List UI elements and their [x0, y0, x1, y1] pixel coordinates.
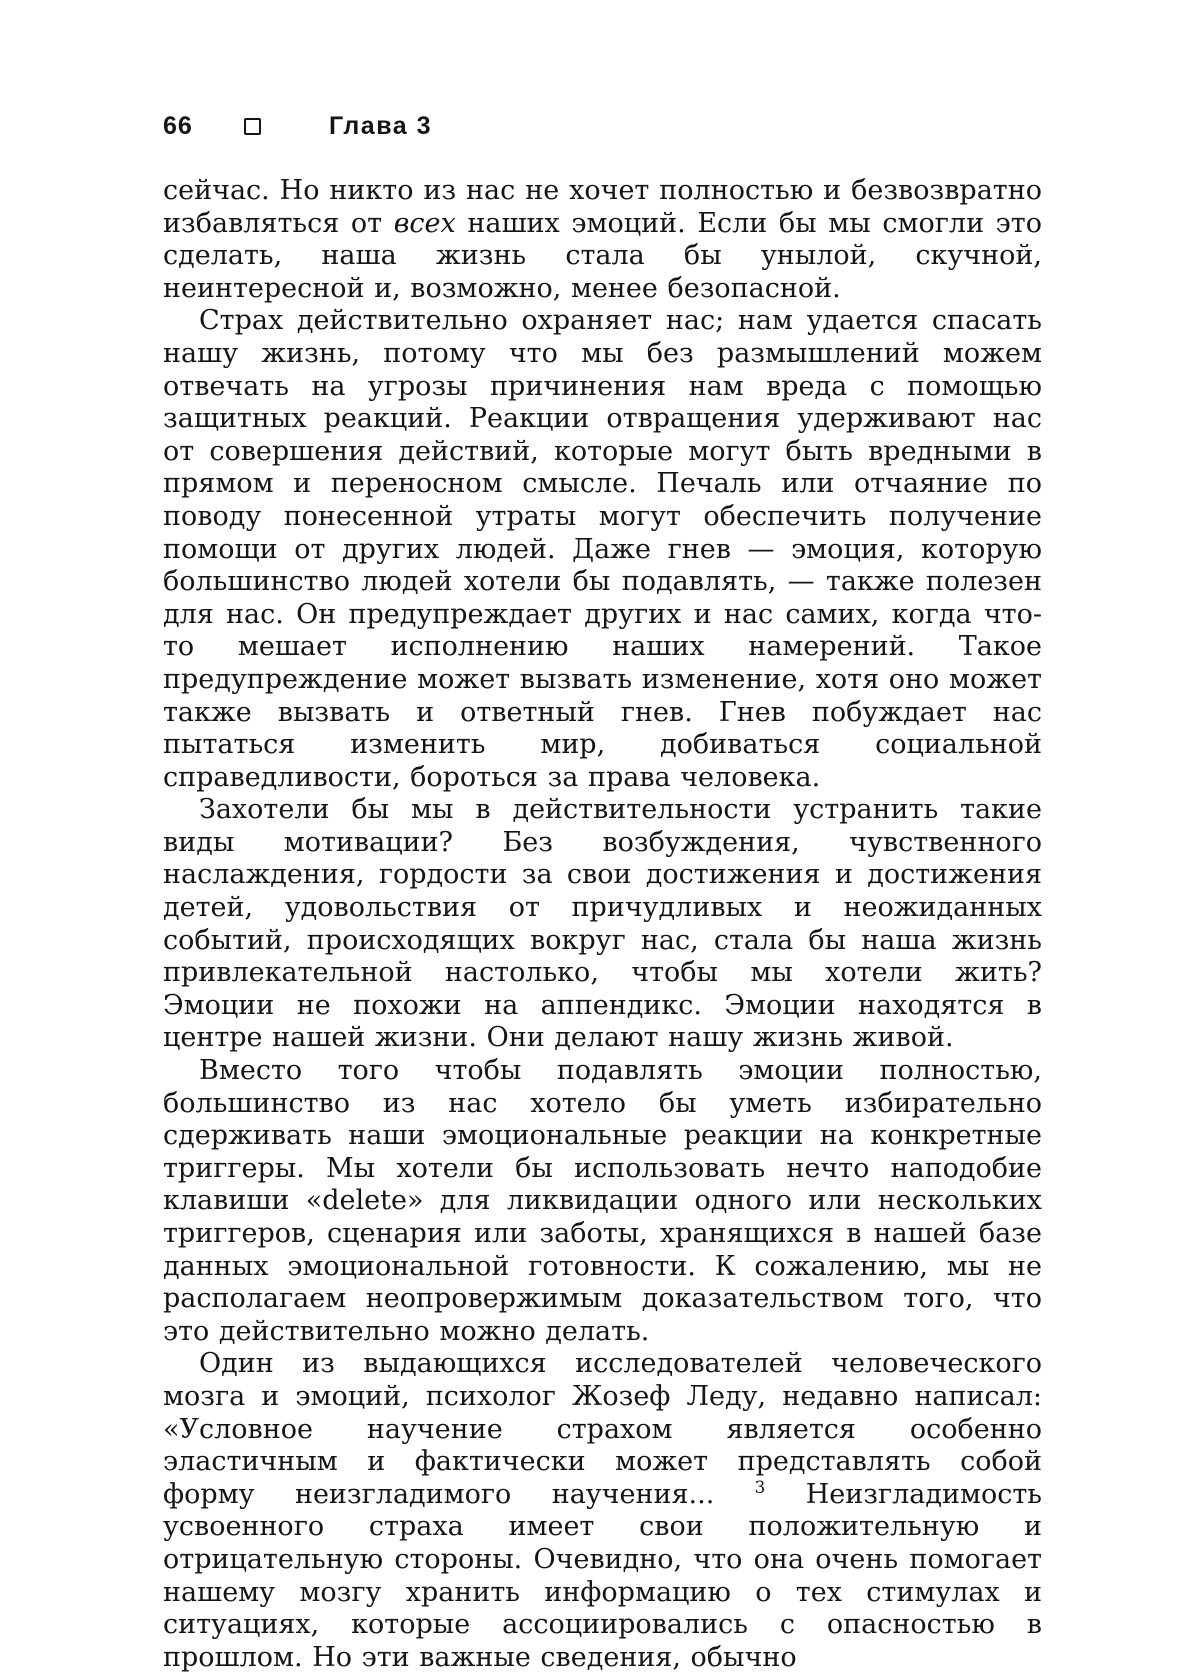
text-segment: сейчас. Но никто из нас не хочет полностью и безвозвратно избавляться от — [163, 175, 1042, 239]
text-segment: наших эмоций. Если бы мы смогли это сделать, наша жизнь стала бы унылой, скучной, неинтересной и, возможно, менее безопасной. — [163, 207, 1042, 304]
open-square-icon — [244, 118, 261, 135]
page-header — [163, 112, 1042, 141]
text-segment: Один из выдающихся исследователей человеческого мозга и эмоций, психолог Жозеф Леду, недавно написал: «Условное научение страхом является особенно эластичным и фактически может представлять собой форму неизгладимого научения... — [163, 1348, 1042, 1510]
paragraph — [163, 1055, 1042, 1348]
page-number: 66 — [163, 112, 193, 140]
paragraph — [163, 305, 1042, 794]
paragraph — [163, 175, 1042, 305]
paragraph — [163, 794, 1042, 1055]
chapter-title: Глава 3 — [329, 112, 433, 140]
text-segment: всех — [393, 207, 456, 239]
text-segment: Вместо того чтобы подавлять эмоции полностью, большинство из нас хотело бы уметь избирательно сдерживать наши эмоциональные реакции на конкретные триггеры. Мы хотели бы использовать нечто наподобие клавиши «delete» для ликвидации одного или нескольких триггеров, сценария или заботы, хранящихся в нашей базе данных эмоциональной готовности. К сожалению, мы не располагаем неопровержимым доказательством того, что это действительно можно делать. — [163, 1055, 1042, 1347]
text-block — [163, 175, 1042, 1674]
text-segment: Неизгладимость усвоенного страха имеет свои положительную и отрицательную стороны. Очевидно, что она очень помогает нашему мозгу хранить информацию о тех стимулах и ситуациях, которые ассоциировались с опасностью в прошлом. Но эти важные сведения, обычно — [163, 1478, 1042, 1673]
text-segment: Страх действительно охраняет нас; нам удается спасать нашу жизнь, потому что мы без размышлений можем отвечать на угрозы причинения нам вреда с помощью защитных реакций. Реакции отвращения удерживают нас от совершения действий, которые могут быть вредными в прямом и переносном смысле. Печаль или отчаяние по поводу понесенной утраты могут обеспечить получение помощи от других людей. Даже гнев — эмоция, которую большинство людей хотели бы подавлять, — также полезен для нас. Он предупреждает других и нас самих, когда что-то мешает исполнению наших намерений. Такое предупреждение может вызвать изменение, хотя оно может также вызвать и ответный гнев. Гнев побуждает нас пытаться изменить мир, добиваться социальной справедливости, бороться за права человека. — [163, 305, 1042, 793]
text-segment: Захотели бы мы в действительности устранить такие виды мотивации? Без возбуждения, чувственного наслаждения, гордости за свои достижения и достижения детей, удовольствия от причудливых и неожиданных событий, происходящих вокруг нас, стала бы наша жизнь привлекательной настолько, чтобы мы хотели жить? Эмоции не похожи на аппендикс. Эмоции находятся в центре нашей жизни. Они делают нашу жизнь живой. — [163, 794, 1042, 1054]
footnote-reference: 3 — [754, 1476, 766, 1497]
paragraph — [163, 1348, 1042, 1674]
